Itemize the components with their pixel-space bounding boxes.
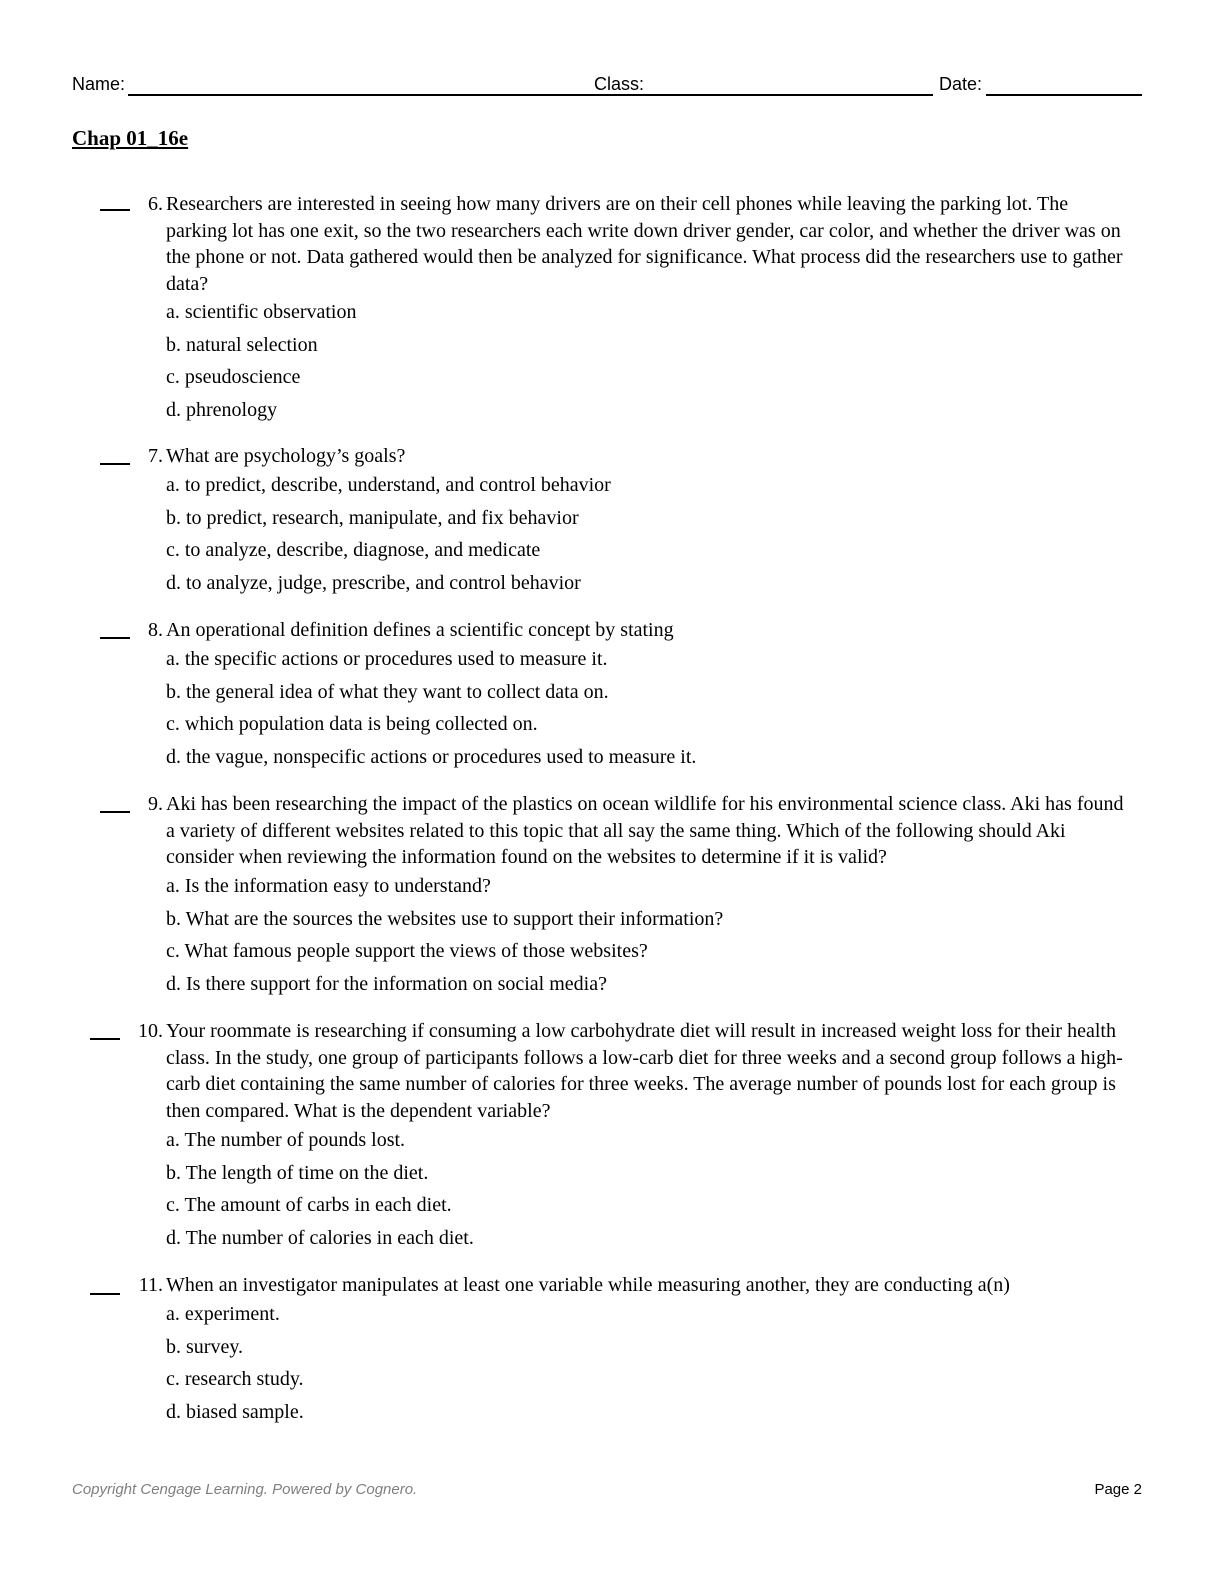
question-stem: What are psychology’s goals? [166, 445, 406, 467]
option-c: c. to analyze, describe, diagnose, and medicate [166, 539, 541, 562]
option-a: a. Is the information easy to understand? [166, 875, 491, 897]
answer-blank[interactable] [100, 463, 130, 465]
option-d: d. biased sample. [166, 1401, 304, 1424]
answer-blank[interactable] [100, 209, 130, 211]
option-b: b. to predict, research, manipulate, and fix behavior [166, 506, 579, 529]
option-b: b. The length of time on the diet. [166, 1161, 429, 1184]
option-c: c. research study. [166, 1368, 304, 1391]
name-field[interactable] [128, 94, 660, 96]
name-label: Name: [72, 74, 126, 94]
option-c: c. which population data is being collected on. [166, 713, 538, 736]
chapter-title: Chap 01_16e [72, 126, 189, 150]
option-list [166, 296, 1134, 427]
option-a: a. experiment. [166, 1303, 280, 1325]
answer-blank[interactable] [90, 1038, 120, 1040]
question-stem: Researchers are interested in seeing how many drivers are on their cell phones while leaving the parking lot. The parking lot has one exit, so the two researchers each write down driver gender, car color, and whether the driver was on the phone or not. Data gathered would then be analyzed for significance. What process did the researchers use to gather data? [166, 193, 1123, 295]
question-stem: An operational definition defines a scientific concept by stating [166, 619, 674, 641]
option-list [166, 870, 1134, 1001]
option-b: b. What are the sources the websites use to support their information? [166, 907, 724, 930]
question-number: 7. [148, 445, 163, 467]
option-list [166, 1124, 1134, 1255]
option-a: a. scientific observation [166, 301, 357, 323]
question-number: 8. [148, 619, 163, 641]
footer-copyright: Copyright Cengage Learning. Powered by Cognero. [72, 1481, 418, 1498]
student-info-header [72, 72, 1142, 98]
option-list [166, 643, 1134, 774]
option-c: c. The amount of carbs in each diet. [166, 1194, 452, 1217]
question-stem: When an investigator manipulates at least one variable while measuring another, they are conducting a(n) [166, 1274, 1010, 1296]
question-number: 10. [138, 1020, 163, 1042]
option-d: d. The number of calories in each diet. [166, 1227, 474, 1250]
date-field[interactable] [986, 94, 1142, 96]
date-label: Date: [939, 74, 983, 94]
class-field[interactable] [649, 94, 933, 96]
option-b: b. natural selection [166, 333, 318, 356]
question-number: 9. [148, 793, 163, 815]
class-label: Class: [594, 74, 645, 94]
option-b: b. survey. [166, 1335, 244, 1358]
option-list [166, 469, 1134, 600]
answer-blank[interactable] [100, 637, 130, 639]
question-stem: Your roommate is researching if consuming a low carbohydrate diet will result in increased weight loss for their health class. In the study, one group of participants follows a low-carb diet for three weeks and a second group follows a high-carb diet containing the same number of calories for three weeks. The average number of pounds lost for each group is then compared. What is the dependent variable? [166, 1020, 1123, 1122]
option-c: c. pseudoscience [166, 366, 301, 389]
answer-blank[interactable] [90, 1293, 120, 1295]
option-d: d. the vague, nonspecific actions or procedures used to measure it. [166, 746, 697, 769]
option-d: d. phrenology [166, 399, 278, 422]
option-a: a. The number of pounds lost. [166, 1129, 406, 1151]
question-number: 6. [148, 193, 163, 215]
option-b: b. the general idea of what they want to collect data on. [166, 680, 609, 703]
question-number: 11. [138, 1274, 163, 1296]
option-a: a. the specific actions or procedures used to measure it. [166, 648, 608, 670]
answer-blank[interactable] [100, 811, 130, 813]
question-stem: Aki has been researching the impact of the plastics on ocean wildlife for his environmental science class. Aki has found a variety of different websites related to this topic that all say the same thing. Which of the following should Aki consider when reviewing the information found on the websites to determine if it is valid? [166, 793, 1124, 869]
option-c: c. What famous people support the views of those websites? [166, 940, 648, 963]
page-number: Page 2 [1094, 1481, 1142, 1498]
option-list [166, 1298, 1134, 1429]
option-d: d. Is there support for the information on social media? [166, 973, 607, 996]
option-d: d. to analyze, judge, prescribe, and control behavior [166, 572, 581, 595]
option-a: a. to predict, describe, understand, and control behavior [166, 474, 611, 496]
